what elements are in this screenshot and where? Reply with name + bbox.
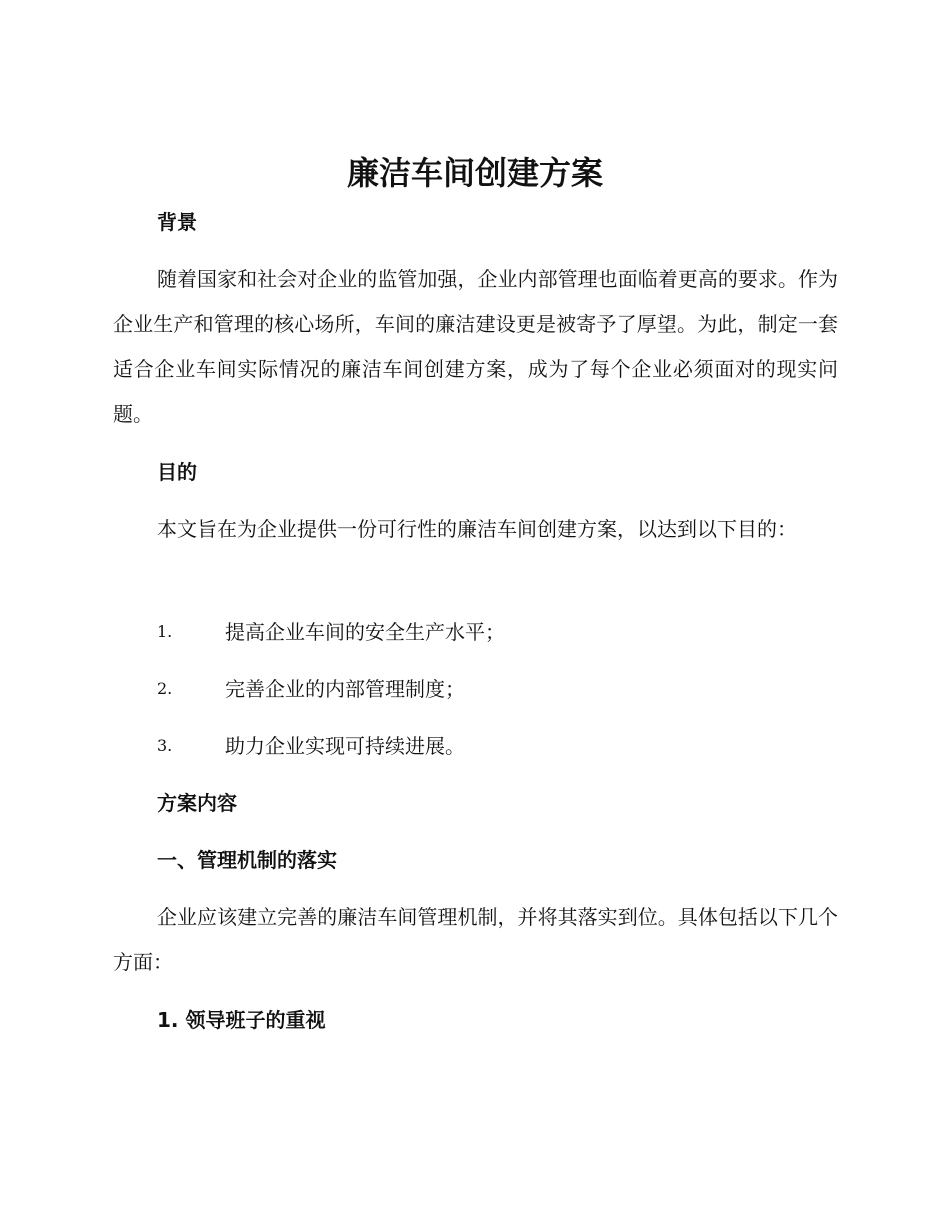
- section-heading-content: 方案内容: [157, 791, 237, 815]
- section-heading-purpose: 目的: [157, 460, 197, 484]
- list-item-text: 助力企业实现可持续进展。: [225, 734, 465, 758]
- subsection-heading-management: 一、管理机制的落实: [157, 848, 337, 872]
- list-item-number: 3.: [157, 736, 173, 755]
- paragraph-background: 随着国家和社会对企业的监管加强，企业内部管理也面临着更高的要求。作为企业生产和管理的核心场所，车间的廉洁建设更是被寄予了厚望。为此，制定一套适合企业车间实际情况的廉洁车间创建方案，成为了每个企业必须面对的现实问题。: [113, 267, 838, 426]
- list-item-number: 2.: [157, 679, 173, 698]
- document-title: 廉洁车间创建方案: [346, 154, 603, 192]
- list-item-text: 提高企业车间的安全生产水平；: [225, 620, 505, 644]
- list-item-number: 1.: [157, 622, 173, 641]
- subsubsection-heading-leadership: 1. 领导班子的重视: [157, 1008, 326, 1032]
- paragraph-management: 企业应该建立完善的廉洁车间管理机制，并将其落实到位。具体包括以下几个方面：: [113, 905, 838, 974]
- section-heading-background: 背景: [157, 210, 197, 234]
- paragraph-purpose: 本文旨在为企业提供一份可行性的廉洁车间创建方案，以达到以下目的：: [157, 517, 797, 541]
- list-item-text: 完善企业的内部管理制度；: [225, 677, 465, 701]
